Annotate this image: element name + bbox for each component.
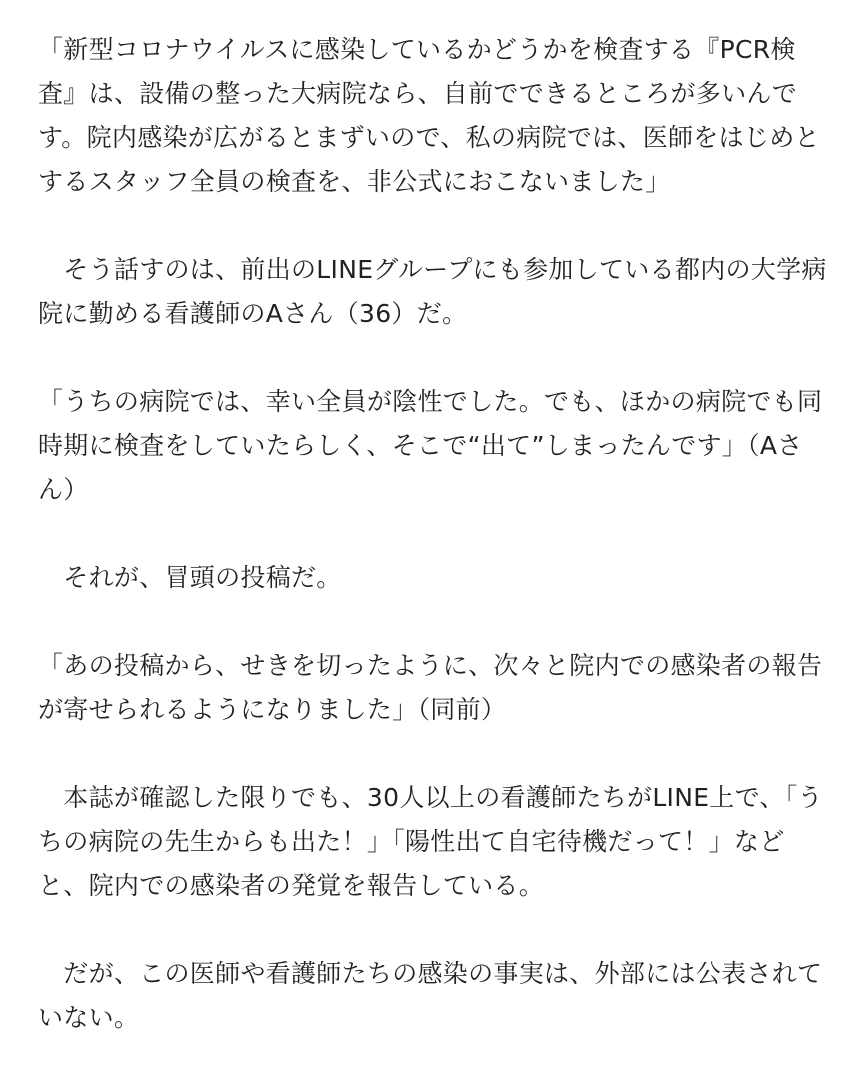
text-line: 査』は、設備の整った大病院なら、自前でできるところが多いんで [38,79,798,108]
text-line: と、院内での感染者の発覚を報告している。 [38,871,545,900]
paragraph-6 [38,776,823,908]
text-line: す。院内感染が広がるとまずいので、私の病院では、医師をはじめと [38,123,820,152]
text-line: が寄せられるようになりました」（同前） [38,695,507,724]
text-line: 「あの投稿から、せきを切ったように、次々と院内での感染者の報告 [38,651,823,680]
text-line: ちの病院の先生からも出た！」「陽性出て自宅待機だって！」など [38,827,785,856]
text-line: それが、冒頭の投稿だ。 [38,563,342,592]
text-line: 「新型コロナウイルスに感染しているかどうかを検査する『PCR検 [38,35,796,64]
text-line: 院に勤める看護師のAさん（36）だ。 [38,299,468,328]
text-line: 「うちの病院では、幸い全員が陰性でした。でも、ほかの病院でも同 [38,387,823,416]
paragraph-2 [38,248,827,336]
paragraph-3 [38,380,823,512]
article-body [38,28,827,1084]
text-line: ん） [38,475,89,504]
paragraph-1 [38,28,818,204]
paragraph-5 [38,644,823,732]
text-line: そう話すのは、前出のLINEグループにも参加している都内の大学病 [38,255,827,284]
text-line: いない。 [38,1003,140,1032]
text-line: 時期に検査をしていたらしく、そこで“出て”しまったんです」（Aさ [38,431,803,460]
paragraph-4 [38,556,818,600]
text-line: 本誌が確認した限りでも、30人以上の看護師たちがLINE上で、「う [38,783,823,812]
text-line: するスタッフ全員の検査を、非公式におこないました」 [38,167,671,196]
text-line: だが、この医師や看護師たちの感染の事実は、外部には公表されて [38,959,823,988]
